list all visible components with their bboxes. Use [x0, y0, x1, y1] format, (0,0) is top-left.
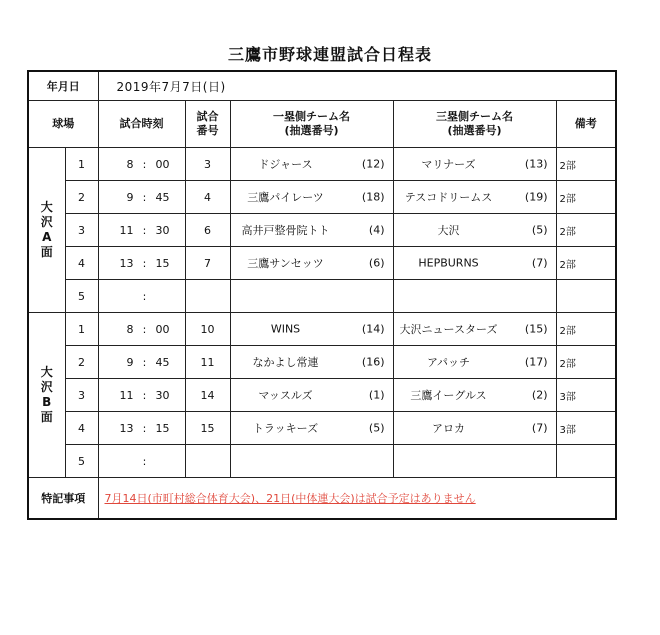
slot-number: 2: [65, 346, 98, 379]
first-base-team-cell: [230, 445, 393, 478]
time-colon: :: [142, 388, 147, 402]
header-time: 試合時刻: [98, 101, 185, 148]
match-number: 15: [185, 412, 230, 445]
time-hour: 11: [119, 388, 134, 402]
time-colon: :: [142, 454, 147, 468]
time-colon: :: [142, 355, 147, 369]
time-hour: 9: [126, 355, 134, 369]
match-number: 7: [185, 247, 230, 280]
special-notes-value: [98, 478, 616, 520]
third-base-team-cell: [393, 412, 556, 445]
table-row: [28, 445, 616, 478]
note-cell: 2部: [556, 313, 616, 346]
slot-number: 5: [65, 445, 98, 478]
time-colon: :: [142, 190, 147, 204]
header-team1-line2: (抽選番号): [284, 124, 339, 137]
third-base-draw-number: (5): [531, 223, 548, 237]
first-base-team-name: 高井戸整骨院トト: [241, 224, 330, 237]
first-base-draw-number: (14): [361, 322, 385, 336]
match-time: [98, 214, 185, 247]
note-cell: [556, 280, 616, 313]
header-team2-line1: 三塁側チーム名: [436, 110, 513, 123]
slot-number: 2: [65, 181, 98, 214]
time-colon: :: [142, 421, 147, 435]
slot-number: 1: [65, 313, 98, 346]
third-base-team-name: HEPBURNS: [418, 256, 479, 270]
table-row: [28, 280, 616, 313]
first-base-team-name: トラッキーズ: [252, 422, 319, 435]
special-notes-text: 7月14日(市町村総合体育大会)、21日(中体連大会)は試合予定はありません: [104, 492, 476, 505]
first-base-team-cell: [230, 412, 393, 445]
first-base-team-cell: [230, 247, 393, 280]
note-cell: 2部: [556, 247, 616, 280]
time-hour: 11: [119, 223, 134, 237]
third-base-team-name: アロカ: [432, 422, 465, 435]
third-base-draw-number: (7): [531, 256, 548, 270]
first-base-draw-number: (6): [368, 256, 385, 270]
table-row: [28, 412, 616, 445]
third-base-team-cell: [393, 313, 556, 346]
third-base-team-cell: [393, 214, 556, 247]
header-first-base-team: [230, 101, 393, 148]
table-row: [28, 247, 616, 280]
slot-number: 1: [65, 148, 98, 181]
match-time: [98, 280, 185, 313]
third-base-draw-number: (13): [524, 157, 548, 171]
venue-cell: [28, 313, 65, 478]
first-base-team-cell: [230, 280, 393, 313]
first-base-team-cell: [230, 181, 393, 214]
time-hour: 8: [126, 322, 134, 336]
match-number: 11: [185, 346, 230, 379]
date-row: [28, 71, 616, 101]
venue-char: A: [42, 230, 52, 244]
header-team2-line2: (抽選番号): [447, 124, 502, 137]
table-row: [28, 148, 616, 181]
first-base-team-cell: [230, 379, 393, 412]
table-row: [28, 379, 616, 412]
match-time: [98, 445, 185, 478]
note-cell: 2部: [556, 214, 616, 247]
first-base-team-name: ドジャース: [258, 158, 313, 171]
match-number: [185, 280, 230, 313]
venue-char: 大: [40, 365, 53, 379]
first-base-draw-number: (18): [361, 190, 385, 204]
time-minute: 15: [155, 421, 170, 435]
time-colon: :: [142, 289, 147, 303]
table-row: [28, 181, 616, 214]
header-match-no-line2: 番号: [196, 124, 219, 137]
time-minute: 30: [155, 388, 170, 402]
third-base-team-name: アパッチ: [426, 356, 471, 369]
time-minute: 45: [155, 355, 170, 369]
third-base-team-cell: [393, 181, 556, 214]
page-title: 三鷹市野球連盟試合日程表: [227, 45, 432, 64]
third-base-team-cell: [393, 346, 556, 379]
time-minute: 30: [155, 223, 170, 237]
first-base-team-cell: [230, 214, 393, 247]
time-hour: 8: [126, 157, 134, 171]
table-row: [28, 313, 616, 346]
venue-char: 面: [40, 410, 53, 424]
note-cell: 3部: [556, 379, 616, 412]
special-notes-row: [28, 478, 616, 520]
venue-char: B: [42, 395, 52, 409]
time-hour: 9: [126, 190, 134, 204]
first-base-team-cell: [230, 148, 393, 181]
time-minute: 15: [155, 256, 170, 270]
first-base-team-name: なかよし常連: [252, 356, 319, 369]
slot-number: 3: [65, 214, 98, 247]
match-time: [98, 148, 185, 181]
match-time: [98, 379, 185, 412]
third-base-team-name: 三鷹イーグルス: [410, 389, 487, 402]
third-base-draw-number: (17): [524, 355, 548, 369]
table-row: [28, 214, 616, 247]
third-base-team-cell: [393, 379, 556, 412]
time-minute: 00: [155, 322, 170, 336]
special-notes-label: 特記事項: [28, 478, 98, 520]
note-cell: [556, 445, 616, 478]
schedule-table: [27, 70, 617, 520]
venue-char: 沢: [40, 215, 53, 229]
third-base-team-cell: [393, 247, 556, 280]
header-venue: 球場: [28, 101, 98, 148]
note-cell: 2部: [556, 181, 616, 214]
time-colon: :: [142, 157, 147, 171]
time-hour: 13: [119, 421, 134, 435]
date-value: 2019年7月7日(日): [98, 71, 616, 101]
third-base-draw-number: (15): [524, 322, 548, 336]
first-base-draw-number: (5): [368, 421, 385, 435]
slot-number: 4: [65, 412, 98, 445]
time-minute: 00: [155, 157, 170, 171]
first-base-draw-number: (16): [361, 355, 385, 369]
time-hour: 13: [119, 256, 134, 270]
time-colon: :: [142, 256, 147, 270]
third-base-team-cell: [393, 445, 556, 478]
venue-char: 大: [40, 200, 53, 214]
third-base-draw-number: (19): [524, 190, 548, 204]
match-number: 10: [185, 313, 230, 346]
first-base-draw-number: (12): [361, 157, 385, 171]
match-number: [185, 445, 230, 478]
first-base-team-cell: [230, 346, 393, 379]
header-third-base-team: [393, 101, 556, 148]
first-base-team-cell: [230, 313, 393, 346]
match-time: [98, 313, 185, 346]
header-note: 備考: [556, 101, 616, 148]
third-base-draw-number: (2): [531, 388, 548, 402]
header-row: [28, 101, 616, 148]
match-number: 4: [185, 181, 230, 214]
first-base-draw-number: (4): [368, 223, 385, 237]
third-base-team-name: 大沢ニュースターズ: [399, 323, 498, 336]
match-number: 3: [185, 148, 230, 181]
note-cell: 3部: [556, 412, 616, 445]
slot-number: 4: [65, 247, 98, 280]
header-match-no-line1: 試合: [196, 110, 219, 123]
table-row: [28, 346, 616, 379]
third-base-team-name: 大沢: [437, 224, 460, 237]
venue-char: 面: [40, 245, 53, 259]
first-base-team-name: マッスルズ: [258, 389, 313, 402]
first-base-team-name: WINS: [270, 322, 301, 336]
third-base-team-name: マリナーズ: [421, 158, 476, 171]
venue-cell: [28, 148, 65, 313]
third-base-team-cell: [393, 280, 556, 313]
venue-char: 沢: [40, 380, 53, 394]
match-time: [98, 412, 185, 445]
note-cell: 2部: [556, 346, 616, 379]
match-time: [98, 181, 185, 214]
note-cell: 2部: [556, 148, 616, 181]
third-base-team-cell: [393, 148, 556, 181]
time-colon: :: [142, 223, 147, 237]
first-base-team-name: 三鷹サンセッツ: [247, 257, 324, 270]
slot-number: 3: [65, 379, 98, 412]
time-minute: 45: [155, 190, 170, 204]
header-match-no: [185, 101, 230, 148]
match-number: 14: [185, 379, 230, 412]
header-team1-line1: 一塁側チーム名: [273, 110, 350, 123]
match-time: [98, 346, 185, 379]
first-base-draw-number: (1): [368, 388, 385, 402]
date-label: 年月日: [28, 71, 98, 101]
time-colon: :: [142, 322, 147, 336]
match-number: 6: [185, 214, 230, 247]
third-base-draw-number: (7): [531, 421, 548, 435]
first-base-team-name: 三鷹パイレーツ: [247, 191, 324, 204]
match-time: [98, 247, 185, 280]
slot-number: 5: [65, 280, 98, 313]
third-base-team-name: テスコドリームス: [404, 191, 493, 204]
